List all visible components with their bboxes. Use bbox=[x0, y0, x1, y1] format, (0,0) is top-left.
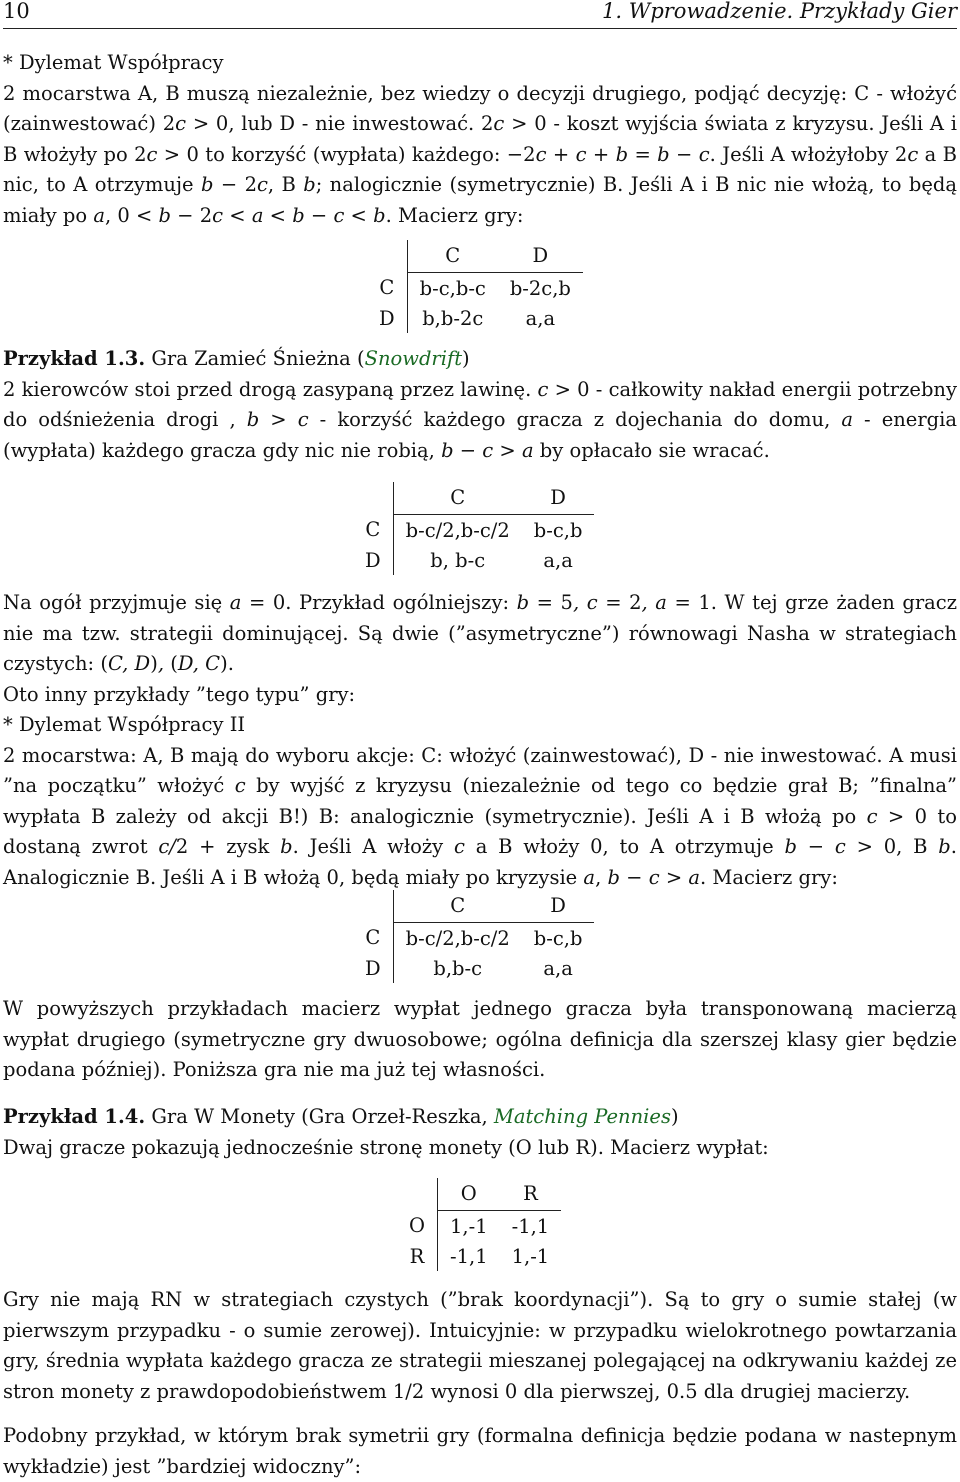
dilemma-paragraph: 2 mocarstwa A, B muszą niezależnie, bez wiedzy o decyzji drugiego, podjąć decyzję: C - włożyć (zainwestować) 2c > 0, lub D - nie inwestować. 2c > 0 - koszt wyjścia świata z kryzysu. Jeśli A i B włożyły po 2c > 0 to korzyść (wypłata) każdego: −2c + c + b = b − c. Jeśli A włożyłoby 2c a B nic, to A otrzymuje b − 2c, B b; nalogicznie (symetrycznie) B. Jeśli A i B nic nie włożą, to będą miały po a, 0 < b − 2c < a < b − c < b. Macierz gry: bbox=[3, 81, 957, 227]
payoff-matrix-4 bbox=[397, 1178, 561, 1271]
matrix-corner bbox=[353, 890, 393, 923]
matrix-col-header: R bbox=[500, 1178, 562, 1211]
example-1-3-label: Przykład 1.3. bbox=[3, 347, 146, 370]
section-2-paragraph: Na ogół przyjmuje się a = 0. Przykład ogólniejszy: b = 5, c = 2, a = 1. W tej grze żaden gracz nie ma tzw. strategii dominującej. Są dwie (”asymetryczne”) równowagi Nasha w strategiach czystych: (C, D), (D, C). bbox=[3, 591, 957, 675]
matrix-row bbox=[353, 545, 594, 575]
section-4-paragraph: Gry nie mają RN w strategiach czystych (”brak koordynacji”). Są to gry o sumie stałej (w pierwszym przypadku - o sumie zerowej). Intuicyjnie: w przypadku wielokrotnego powtarzania gry, średnia wypłata każdego gracza ze strategii mieszanej polegającej na odkrywaniu każdej ze stron monety z prawdopodobieństwem 1/2 wynosi 0 dla pierwszej, 0.5 dla drugiej macierzy. bbox=[3, 1288, 957, 1403]
section-2-paragraph-2: 2 mocarstwa: A, B mają do wyboru akcje: C: włożyć (zainwestować), D - nie inwestować. A musi ”na początku” włożyć c by wyjść z kryzysu (niezależnie od tego co będzie grał B; ”finalna” wypłata B zależy od akcji B!) B: analogicznie (symetrycznie). Jeśli A i B włożą po c > 0 to dostaną zwrot c/2 + zysk b. Jeśli A włoży c a B włoży 0, to A otrzymuje b − c > 0, B b. Analogicznie B. Jeśli A i B włożą 0, będą miały po kryzysie a, b − c > a. Macierz gry: bbox=[3, 743, 957, 889]
example-1-3-paragraph: 2 kierowców stoi przed drogą zasypaną przez lawinę. c > 0 - całkowity nakład energii potrzebny do odśnieżenia drogi , b > c - korzyść każdego gracza z dojechania do domu, a - energia (wypłata) każdego gracza gdy nic nie robią, b − c > a by opłacało sie wracać. bbox=[3, 377, 958, 462]
example-1-4-title-en: Matching Pennies bbox=[493, 1105, 671, 1128]
matrix-col-header: C bbox=[393, 890, 522, 923]
example-1-3-title-en: Snowdrift bbox=[364, 347, 463, 370]
matrix-row-header: C bbox=[353, 923, 393, 954]
section-3-paragraph: W powyższych przykładach macierz wypłat jednego gracza była transponowaną macierzą wypłat drugiego (symetryczne gry dwuosobowe; ogólna definicja dla szerszej klasy gier będzie podana później). Poniższa gra nie ma już tej własności. bbox=[3, 997, 957, 1081]
matrix-col-header: D bbox=[522, 482, 595, 515]
matrix-col-header: C bbox=[407, 240, 498, 273]
page-number: 10 bbox=[3, 0, 30, 23]
matrix-corner bbox=[353, 482, 393, 515]
matrix-row bbox=[367, 273, 583, 304]
matrix-col-header: C bbox=[393, 482, 522, 515]
matrix-col-header: D bbox=[498, 240, 583, 273]
example-1-4-paragraph: Dwaj gracze pokazują jednocześnie stronę monety (O lub R). Macierz wypłat: bbox=[3, 1135, 769, 1159]
example-1-3 bbox=[3, 344, 957, 466]
matrix-cell: a,a bbox=[543, 548, 573, 572]
section-title-dilemma: * Dylemat Współpracy bbox=[3, 51, 224, 74]
matrix-col-header: O bbox=[438, 1178, 500, 1211]
matrix-corner bbox=[397, 1178, 438, 1211]
matrix-corner bbox=[367, 240, 407, 273]
matrix-cell: -1,1 bbox=[511, 1214, 550, 1238]
matrix-col-header: D bbox=[522, 890, 595, 923]
matrix-row-header: D bbox=[353, 953, 393, 983]
example-1-4-title-pre: Gra W Monety (Gra Orzeł-Reszka, bbox=[151, 1105, 494, 1128]
section-dilemma bbox=[3, 48, 957, 231]
section-3 bbox=[3, 994, 957, 1086]
example-1-4-heading bbox=[3, 1102, 957, 1133]
section-4-paragraph-2: Podobny przykład, w którym brak symetrii gry (formalna definicja będzie podana w nastepnym wykładzie) jest ”bardziej widoczny”: bbox=[3, 1424, 957, 1478]
matrix-row bbox=[397, 1241, 561, 1271]
matrix-row-header: R bbox=[397, 1241, 438, 1271]
example-1-4 bbox=[3, 1102, 957, 1163]
matrix-cell: b,b-2c bbox=[422, 306, 484, 330]
payoff-matrix-2 bbox=[353, 482, 594, 575]
matrix-cell: b-2c,b bbox=[509, 276, 571, 300]
matrix-cell: b,b-c bbox=[433, 956, 483, 980]
matrix-cell: b, b-c bbox=[430, 548, 486, 572]
matrix-row bbox=[367, 303, 583, 333]
example-1-3-heading bbox=[3, 344, 957, 375]
matrix-row-header: O bbox=[397, 1211, 438, 1242]
matrix-cell: b-c/2,b-c/2 bbox=[405, 518, 510, 542]
section-title-dilemma-2: * Dylemat Współpracy II bbox=[3, 713, 246, 736]
matrix-row-header: D bbox=[353, 545, 393, 575]
matrix-cell: b-c,b bbox=[533, 518, 583, 542]
matrix-cell: b-c/2,b-c/2 bbox=[405, 926, 510, 950]
section-2 bbox=[3, 588, 957, 893]
matrix-row bbox=[397, 1211, 561, 1242]
matrix-cell: b-c,b-c bbox=[419, 276, 486, 300]
payoff-matrix-3 bbox=[353, 890, 594, 983]
section-4 bbox=[3, 1285, 957, 1482]
matrix-cell: a,a bbox=[525, 306, 556, 330]
matrix-cell: 1,-1 bbox=[511, 1244, 550, 1268]
matrix-row bbox=[353, 953, 594, 983]
matrix-cell: -1,1 bbox=[450, 1244, 488, 1268]
example-1-3-title-pre: Gra Zamieć Śnieżna ( bbox=[151, 347, 365, 370]
matrix-cell: b-c,b bbox=[533, 926, 583, 950]
matrix-row bbox=[353, 923, 594, 954]
matrix-row-header: C bbox=[353, 515, 393, 546]
matrix-row-header: C bbox=[367, 273, 407, 304]
section-2-line2: Oto inny przykłady ”tego typu” gry: bbox=[3, 682, 356, 706]
chapter-title: 1. Wprowadzenie. Przykłady Gier bbox=[602, 0, 957, 23]
example-1-3-title-post: ) bbox=[462, 347, 470, 370]
matrix-row bbox=[353, 515, 594, 546]
payoff-matrix-1 bbox=[367, 240, 583, 333]
matrix-cell: 1,-1 bbox=[450, 1214, 488, 1238]
matrix-cell: a,a bbox=[543, 956, 573, 980]
example-1-4-title-post: ) bbox=[670, 1105, 679, 1128]
example-1-4-label: Przykład 1.4. bbox=[3, 1105, 146, 1128]
page-header bbox=[3, 0, 957, 29]
matrix-row-header: D bbox=[367, 303, 407, 333]
